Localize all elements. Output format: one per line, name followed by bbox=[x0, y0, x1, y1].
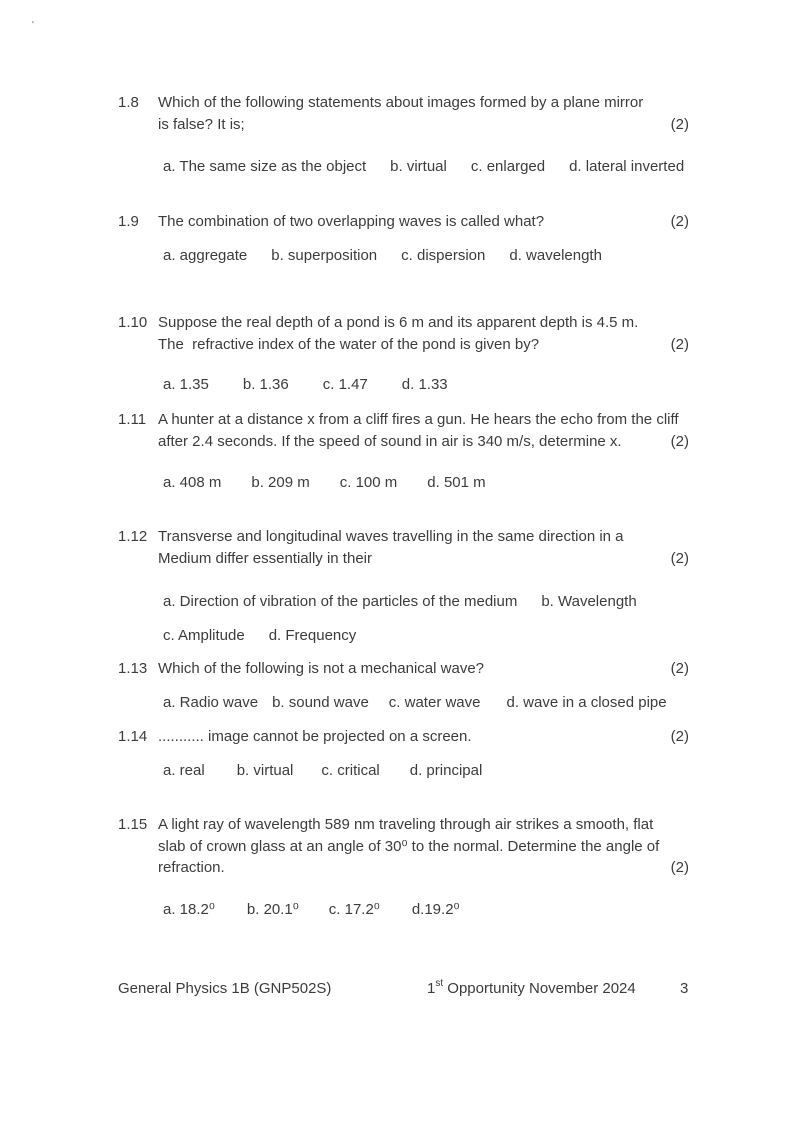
question-text-line: A light ray of wavelength 589 nm traveling through air strikes a smooth, flat bbox=[158, 816, 654, 833]
option-d: d. Frequency bbox=[268, 626, 357, 644]
option-c: c. enlarged bbox=[470, 158, 546, 175]
footer-session-ordinal: st bbox=[435, 978, 444, 989]
option-c: c. critical bbox=[321, 761, 380, 779]
options-line bbox=[163, 591, 689, 613]
question-text bbox=[158, 312, 689, 355]
options bbox=[163, 692, 689, 714]
option-d: d. 1.33 bbox=[401, 376, 448, 393]
question-1-12 bbox=[118, 526, 689, 646]
option-d: d. wavelength bbox=[509, 246, 602, 264]
question-1-9 bbox=[118, 211, 689, 266]
option-a: a. aggregate bbox=[163, 246, 248, 264]
options bbox=[163, 472, 689, 494]
question-text bbox=[158, 211, 689, 233]
question-text bbox=[158, 526, 689, 569]
marks-label: (2) bbox=[670, 660, 689, 677]
question-1-10 bbox=[118, 312, 689, 396]
question-1-14 bbox=[118, 726, 689, 781]
question-text-line: Transverse and longitudinal waves travelling in the same direction in a bbox=[158, 528, 624, 545]
marks-label: (2) bbox=[670, 335, 689, 353]
question-text-line: ........... image cannot be projected on a screen. bbox=[158, 728, 472, 745]
option-c: c. 17.2⁰ bbox=[328, 900, 380, 918]
marks-label: (2) bbox=[670, 432, 689, 450]
options-line bbox=[163, 472, 689, 494]
option-a: a. 408 m bbox=[163, 474, 222, 491]
options-line bbox=[163, 156, 689, 178]
options-line bbox=[163, 625, 689, 647]
question-1-11 bbox=[118, 409, 689, 494]
marks-label: (2) bbox=[670, 549, 689, 567]
option-c: c. water wave bbox=[388, 693, 481, 711]
footer-session-label bbox=[427, 978, 636, 1000]
question-number: 1.8 bbox=[118, 94, 139, 111]
option-b: b. superposition bbox=[271, 246, 378, 264]
question-number: 1.13 bbox=[118, 660, 148, 677]
option-a: a. 1.35 bbox=[163, 376, 209, 393]
marks-label: (2) bbox=[670, 115, 689, 133]
options bbox=[163, 245, 689, 267]
question-text-line: slab of crown glass at an angle of 30⁰ to the normal. Determine the angle of bbox=[158, 837, 660, 855]
option-c: c. 1.47 bbox=[322, 376, 368, 393]
options-line bbox=[163, 374, 689, 396]
question-text-line: Which of the following is not a mechanical wave? bbox=[158, 660, 485, 677]
marks-label: (2) bbox=[670, 728, 689, 745]
question-text-line: Suppose the real depth of a pond is 6 m and its apparent depth is 4.5 m. bbox=[158, 314, 639, 331]
option-b: b. 209 m bbox=[251, 474, 310, 491]
option-d: d. principal bbox=[409, 761, 483, 779]
question-1-15 bbox=[118, 814, 689, 920]
question-number: 1.15 bbox=[118, 816, 148, 833]
footer-session-rest: Opportunity November 2024 bbox=[443, 980, 636, 997]
question-text-line: A hunter at a distance x from a cliff fires a gun. He hears the echo from the cliff bbox=[158, 411, 679, 428]
option-a: a. real bbox=[163, 761, 205, 779]
question-text-line: is false? It is; bbox=[158, 115, 245, 133]
option-b: b. Wavelength bbox=[541, 593, 637, 610]
option-b: b. 1.36 bbox=[242, 376, 289, 393]
option-b: b. virtual bbox=[236, 761, 294, 779]
option-d: d.19.2⁰ bbox=[411, 900, 460, 918]
option-c: c. 100 m bbox=[339, 474, 398, 491]
option-d: d. lateral inverted bbox=[569, 158, 685, 175]
question-1-8 bbox=[118, 92, 689, 178]
question-text-line: Medium differ essentially in their bbox=[158, 549, 372, 567]
option-b: b. 20.1⁰ bbox=[246, 900, 299, 918]
marks-label: (2) bbox=[670, 213, 689, 230]
question-number: 1.10 bbox=[118, 314, 148, 331]
question-text bbox=[158, 726, 689, 748]
question-text bbox=[158, 409, 689, 452]
footer-course-title: General Physics 1B (GNP502S) bbox=[118, 980, 332, 997]
marks-label: (2) bbox=[670, 859, 689, 876]
question-number: 1.12 bbox=[118, 528, 148, 545]
question-text bbox=[158, 814, 689, 879]
option-c: c. Amplitude bbox=[163, 626, 245, 644]
option-c: c. dispersion bbox=[401, 246, 486, 264]
option-a: a. Radio wave bbox=[163, 693, 259, 711]
footer-session-number: 1 bbox=[427, 980, 436, 997]
option-d: d. wave in a closed pipe bbox=[506, 693, 667, 711]
question-number: 1.14 bbox=[118, 728, 148, 745]
question-number: 1.9 bbox=[118, 213, 139, 230]
options bbox=[163, 899, 689, 921]
option-a: a. Direction of vibration of the particles of the medium bbox=[163, 593, 518, 610]
options-line bbox=[163, 899, 689, 921]
page-number: 3 bbox=[680, 980, 689, 997]
options-line bbox=[163, 760, 689, 782]
options bbox=[163, 760, 689, 782]
option-a: a. The same size as the object bbox=[163, 158, 367, 175]
option-b: b. sound wave bbox=[272, 693, 369, 711]
options bbox=[163, 156, 689, 178]
question-text-line: The refractive index of the water of the pond is given by? bbox=[158, 335, 540, 353]
options-line bbox=[163, 692, 689, 714]
question-text bbox=[158, 92, 689, 135]
option-b: b. virtual bbox=[390, 158, 447, 175]
question-number: 1.11 bbox=[118, 411, 147, 428]
question-text bbox=[158, 658, 689, 680]
question-text-line: after 2.4 seconds. If the speed of sound in air is 340 m/s, determine x. bbox=[158, 432, 622, 450]
question-text-line: Which of the following statements about images formed by a plane mirror bbox=[158, 94, 644, 111]
options bbox=[163, 374, 689, 396]
stray-mark: ' bbox=[32, 20, 34, 31]
options-line bbox=[163, 245, 689, 267]
option-d: d. 501 m bbox=[427, 474, 486, 491]
question-1-13 bbox=[118, 658, 689, 713]
option-a: a. 18.2⁰ bbox=[163, 900, 215, 918]
options bbox=[163, 591, 689, 646]
question-text-line: refraction. bbox=[158, 859, 225, 876]
question-text-line: The combination of two overlapping waves is called what? bbox=[158, 213, 545, 230]
